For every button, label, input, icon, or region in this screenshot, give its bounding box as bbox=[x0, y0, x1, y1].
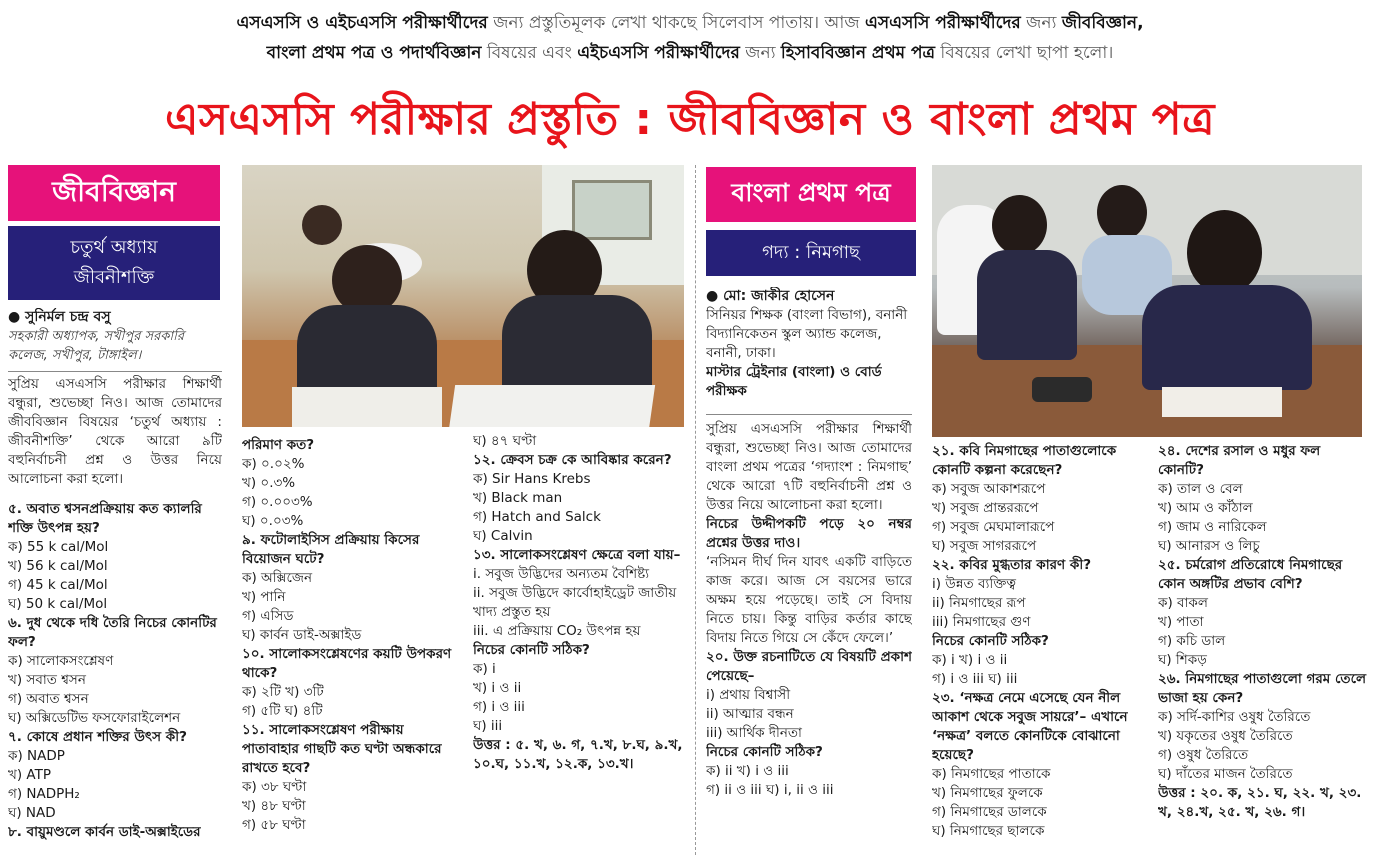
biology-intro-text: সুপ্রিয় এসএসসি পরীক্ষার শিক্ষার্থী বন্ধুরা, শুভেচ্ছা নিও। আজ তোমাদের জীববিজ্ঞান বিষয়ের ‘চতুর্থ অধ্যায় : জীবনীশক্তি’ থেকে আরো ৯টি বহুনির্বাচনী প্রশ্ন ও উত্তর নিয়ে আলোচনা করা হলো। bbox=[8, 376, 222, 487]
question-text: ১২. ক্রেবস চক্র কে আবিষ্কার করেন? bbox=[473, 452, 672, 468]
option-text: ঘ) ০.০৩% bbox=[242, 513, 304, 529]
option-text: গ) Hatch and Salck bbox=[473, 509, 601, 525]
question-text: ২২. কবির মুগ্ধতার কারণ কী? bbox=[932, 557, 1092, 573]
option-text: গ) কচি ডাল bbox=[1158, 633, 1226, 649]
option-text: খ) Black man bbox=[473, 490, 563, 506]
option-text: ঘ) Calvin bbox=[473, 528, 533, 544]
option-text: ক) NADP bbox=[8, 748, 65, 764]
option-text: ii. সবুজ উদ্ভিদে কার্বোহাইড্রেট জাতীয় খাদ্য প্রস্তুত হয় bbox=[473, 585, 677, 620]
option-text: ক) i bbox=[473, 661, 496, 677]
option-text: খ) ০.৩% bbox=[242, 475, 296, 491]
option-text: ক) Sir Hans Krebs bbox=[473, 471, 591, 487]
option-text: iii) আর্থিক দীনতা bbox=[706, 725, 802, 741]
divider bbox=[8, 371, 222, 372]
option-text: খ) সবাত শ্বসন bbox=[8, 672, 86, 688]
option-text: গ) এসিড bbox=[242, 608, 294, 624]
option-text: গ) i ও iii bbox=[473, 699, 525, 715]
question-text: ২১. কবি নিমগাছের পাতাগুলোকে কোনটি কল্পনা করেছেন? bbox=[932, 443, 1117, 478]
question-text: ১৩. সালোকসংশ্লেষণ ক্ষেত্রে বলা যায়– bbox=[473, 547, 681, 563]
option-text: গ) সবুজ মেঘমালারূপে bbox=[932, 519, 1055, 535]
option-text: গ) 45 k cal/Mol bbox=[8, 577, 108, 593]
biology-chapter-tag bbox=[8, 226, 220, 300]
option-text: খ) 56 k cal/Mol bbox=[8, 558, 108, 574]
option-text: ঘ) 50 k cal/Mol bbox=[8, 596, 108, 612]
option-text: i) উন্নত ব্যক্তিত্ব bbox=[932, 576, 1016, 592]
option-text: ii) আত্মার বন্ধন bbox=[706, 706, 794, 722]
divider bbox=[706, 414, 912, 415]
option-text: ঘ) কার্বন ডাই-অক্সাইড bbox=[242, 627, 362, 643]
exam-hall-photo bbox=[932, 165, 1362, 437]
option-text: ক) অক্সিজেন bbox=[242, 570, 313, 586]
option-text: i) প্রথায় বিশ্বাসী bbox=[706, 687, 791, 703]
students-exam-photo bbox=[242, 165, 684, 427]
option-text: ‘নসিমন দীর্ঘ দিন যাবৎ একটি বাড়িতে কাজ করে। আজ সে বয়সের ভারে অক্ষম হয়ে পড়েছে। তাই সে বিদায় নিতে চায়। কিন্তু বাড়ির কর্তার কাছে বিদায় নিতে গিয়ে সে কেঁদে ফেলে।’ bbox=[706, 554, 912, 646]
option-text: ঘ) আনারস ও লিচু bbox=[1158, 538, 1260, 554]
question-text: ১১. সালোকসংশ্লেষণ পরীক্ষায় পাতাবাহার গাছটি কত ঘণ্টা অন্ধকারে রাখতে হবে? bbox=[242, 722, 442, 776]
biology-subject-tag: জীববিজ্ঞান bbox=[8, 165, 220, 221]
option-text: গ) ৫৮ ঘণ্টা bbox=[242, 817, 306, 833]
option-text: ক) ৩৮ ঘণ্টা bbox=[242, 779, 307, 795]
question-text: ৬. দুধ থেকে দধি তৈরি নিচের কোনটির ফল? bbox=[8, 615, 217, 650]
question-text: ৯. ফটোলাইসিস প্রক্রিয়ায় কিসের বিয়োজন ঘটে? bbox=[242, 532, 420, 567]
option-text: খ) নিমগাছের ফুলকে bbox=[932, 785, 1043, 801]
chapter-line-1: চতুর্থ অধ্যায় bbox=[70, 237, 158, 258]
question-text: নিচের উদ্দীপকটি পড়ে ২০ নম্বর প্রশ্নের উত্তর দাও। bbox=[706, 516, 912, 551]
option-text: i. সবুজ উদ্ভিদের অন্যতম বৈশিষ্ট্য bbox=[473, 566, 650, 582]
option-text: গ) নিমগাছের ডালকে bbox=[932, 804, 1047, 820]
column-divider bbox=[695, 165, 696, 855]
bangla-affiliation: সিনিয়র শিক্ষক (বাংলা বিভাগ), বনানী বিদ্যানিকেতন স্কুল অ্যান্ড কলেজ, বনানী, ঢাকা। bbox=[706, 307, 908, 361]
option-text: সুপ্রিয় এসএসসি পরীক্ষার শিক্ষার্থী বন্ধুরা, শুভেচ্ছা নিও। আজ তোমাদের বাংলা প্রথম পত্রের ‘গদ্যাংশ : নিমগাছ’ থেকে আরো ৭টি বহুনির্বাচনী প্রশ্ন ও উত্তর নিয়ে আলোচনা করা হলো। bbox=[706, 421, 912, 513]
biology-author: ● সুনির্মল চন্দ্র বসু bbox=[8, 309, 111, 325]
question-text: ৭. কোষে প্রধান শক্তির উৎস কী? bbox=[8, 729, 187, 745]
option-text: খ) পাতা bbox=[1158, 614, 1204, 630]
option-text: ii) নিমগাছের রূপ bbox=[932, 595, 1026, 611]
option-text: খ) ATP bbox=[8, 767, 51, 783]
option-text: iii) নিমগাছের গুণ bbox=[932, 614, 1031, 630]
option-text: ক) ii খ) i ও iii bbox=[706, 763, 789, 779]
option-text: খ) সবুজ প্রান্তররূপে bbox=[932, 500, 1039, 516]
biology-column-3 bbox=[473, 432, 688, 852]
answer-key: উত্তর : ৫. খ, ৬. গ, ৭.খ, ৮.ঘ, ৯.খ, ১০.ঘ, ১১.খ, ১২.ক, ১৩.খ। bbox=[473, 737, 683, 772]
option-text: গ) ০.০০৩% bbox=[242, 494, 313, 510]
option-text: ঘ) অক্সিডেটিভ ফসফোরাইলেশন bbox=[8, 710, 181, 726]
question-text: ৫. অবাত শ্বসনপ্রক্রিয়ায় কত ক্যালরি শক্তি উৎপন্ন হয়? bbox=[8, 501, 202, 536]
bangla-topic-tag: গদ্য : নিমগাছ bbox=[706, 230, 916, 276]
question-text: পরিমাণ কত? bbox=[242, 437, 315, 453]
intro-text bbox=[60, 8, 1320, 68]
option-text: খ) i ও ii bbox=[473, 680, 522, 696]
option-text: গ) ii ও iii ঘ) i, ii ও iii bbox=[706, 782, 834, 798]
option-text: গ) ওষুধ তৈরিতে bbox=[1158, 747, 1249, 763]
bangla-column-2 bbox=[932, 442, 1140, 852]
answer-key: উত্তর : ২০. ক, ২১. ঘ, ২২. খ, ২৩. খ, ২৪.খ, ২৫. খ, ২৬. গ। bbox=[1158, 785, 1362, 820]
question-text: ২৬. নিমগাছের পাতাগুলো গরম তেলে ভাজা হয় কেন? bbox=[1158, 671, 1367, 706]
intro-line-1: এসএসসি ও এইচএসসি পরীক্ষার্থীদের জন্য প্রস্তুতিমূলক লেখা থাকছে সিলেবাস পাতায়। আজ এসএসসি পরীক্ষার্থীদের জন্য জীববিজ্ঞান, bbox=[236, 13, 1144, 33]
question-text: ৮. বায়ুমণ্ডলে কার্বন ডাই-অক্সাইডের bbox=[8, 824, 201, 840]
biology-affiliation: সহকারী অধ্যাপক, সখীপুর সরকারি কলেজ, সখীপুর, টাঙ্গাইল। bbox=[8, 329, 184, 363]
chapter-line-2: জীবনীশক্তি bbox=[73, 267, 155, 288]
page-headline: এসএসসি পরীক্ষার প্রস্তুতি : জীববিজ্ঞান ও বাংলা প্রথম পত্র bbox=[165, 94, 1215, 145]
option-text: ঘ) শিকড় bbox=[1158, 652, 1207, 668]
bangla-trainer: মাস্টার ট্রেইনার (বাংলা) ও বোর্ড পরীক্ষক bbox=[706, 364, 882, 399]
bangla-author: ● মো: জাকীর হোসেন bbox=[706, 288, 835, 304]
option-text: ক) 55 k cal/Mol bbox=[8, 539, 109, 555]
option-text: ঘ) iii bbox=[473, 718, 503, 734]
biology-column-1 bbox=[8, 500, 224, 852]
option-text: গ) NADPH₂ bbox=[8, 786, 80, 802]
question-text: ২৫. চর্মরোগ প্রতিরোধে নিমগাছের কোন অঙ্গটির প্রভাব বেশি? bbox=[1158, 557, 1343, 592]
question-text: নিচের কোনটি সঠিক? bbox=[932, 633, 1049, 649]
option-text: খ) পানি bbox=[242, 589, 286, 605]
question-text: নিচের কোনটি সঠিক? bbox=[706, 744, 823, 760]
option-text: ক) ০.০২% bbox=[242, 456, 305, 472]
option-text: গ) ৫টি ঘ) ৪টি bbox=[242, 703, 323, 719]
option-text: খ) যকৃতের ওষুধ তৈরিতে bbox=[1158, 728, 1293, 744]
question-text: ২৪. দেশের রসাল ও মধুর ফল কোনটি? bbox=[1158, 443, 1321, 478]
question-text: ১০. সালোকসংশ্লেষণের কয়টি উপকরণ থাকে? bbox=[242, 646, 452, 681]
bangla-subject-tag: বাংলা প্রথম পত্র bbox=[706, 167, 916, 222]
option-text: ক) সর্দি-কাশির ওষুধ তৈরিতে bbox=[1158, 709, 1311, 725]
option-text: ক) ২টি খ) ৩টি bbox=[242, 684, 324, 700]
option-text: খ) আম ও কাঁঠাল bbox=[1158, 500, 1253, 516]
option-text: গ) i ও iii ঘ) iii bbox=[932, 671, 1018, 687]
bangla-column-1 bbox=[706, 420, 912, 852]
intro-line-2: বাংলা প্রথম পত্র ও পদার্থবিজ্ঞান বিষয়ের এবং এইচএসসি পরীক্ষার্থীদের জন্য হিসাববিজ্ঞান প্রথম পত্র বিষয়ের লেখা ছাপা হলো। bbox=[266, 43, 1114, 63]
option-text: ঘ) NAD bbox=[8, 805, 56, 821]
option-text: ক) সালোকসংশ্লেষণ bbox=[8, 653, 114, 669]
option-text: ক) নিমগাছের পাতাকে bbox=[932, 766, 1051, 782]
question-text: ২৩. ‘নক্ষত্র নেমে এসেছে যেন নীল আকাশ থেকে সবুজ সায়রে’– এখানে ‘নক্ষত্র’ বলতে কোনটিকে বোঝানো হয়েছে? bbox=[932, 690, 1128, 763]
option-text: ক) i খ) i ও ii bbox=[932, 652, 1008, 668]
option-text: ক) বাকল bbox=[1158, 595, 1208, 611]
biology-column-2 bbox=[242, 436, 462, 852]
option-text: ঘ) ৪৭ ঘণ্টা bbox=[473, 433, 537, 449]
option-text: ক) তাল ও বেল bbox=[1158, 481, 1243, 497]
option-text: ঘ) দাঁতের মাজন তৈরিতে bbox=[1158, 766, 1293, 782]
option-text: গ) অবাত শ্বসন bbox=[8, 691, 89, 707]
option-text: ঘ) নিমগাছের ছালকে bbox=[932, 823, 1045, 839]
bangla-column-3 bbox=[1158, 442, 1368, 852]
option-text: ক) সবুজ আকাশরূপে bbox=[932, 481, 1046, 497]
option-text: খ) ৪৮ ঘণ্টা bbox=[242, 798, 306, 814]
option-text: ঘ) সবুজ সাগররূপে bbox=[932, 538, 1037, 554]
option-text: iii. এ প্রক্রিয়ায় CO₂ উৎপন্ন হয় bbox=[473, 623, 641, 639]
option-text: গ) জাম ও নারিকেল bbox=[1158, 519, 1267, 535]
bangla-author-block bbox=[706, 287, 912, 417]
question-text: নিচের কোনটি সঠিক? bbox=[473, 642, 590, 658]
question-text: ২০. উক্ত রচনাটিতে যে বিষয়টি প্রকাশ পেয়েছে– bbox=[706, 649, 912, 684]
